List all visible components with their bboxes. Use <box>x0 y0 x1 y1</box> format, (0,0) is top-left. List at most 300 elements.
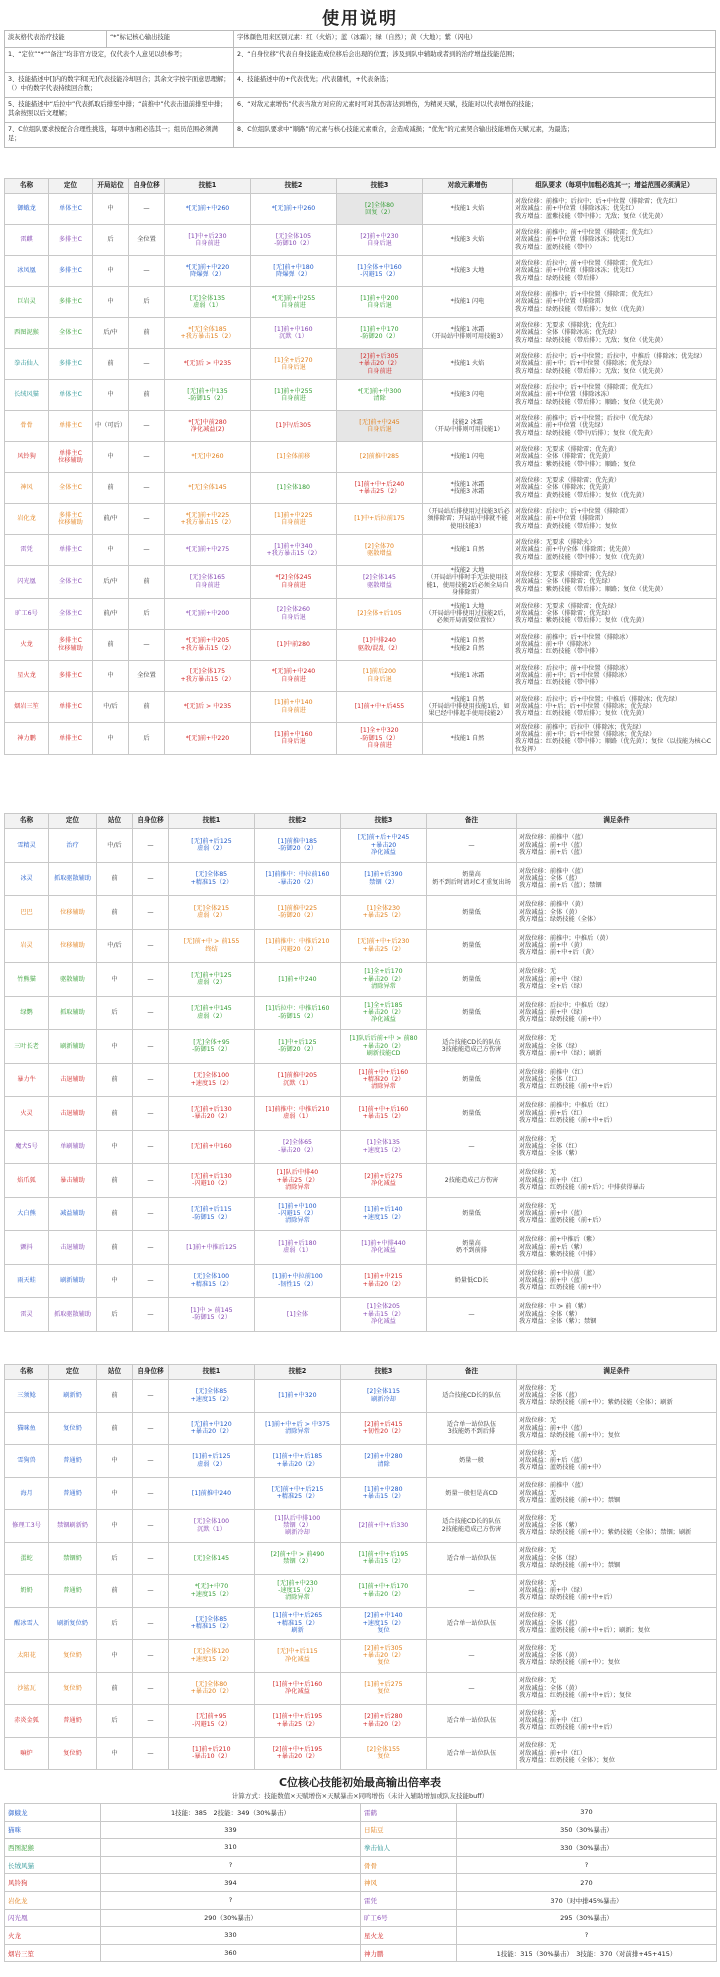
unit-role: 抓取驱散辅助 <box>49 1298 97 1332</box>
multiplier-value: ? <box>457 1927 717 1945</box>
unit-role: 全体主C <box>49 318 93 349</box>
skill-1: [无]前+后130 -暴击20（2） <box>169 1097 255 1131</box>
unit-name: 海月 <box>5 1477 49 1510</box>
skill-3: [1]前后200 自身后退 <box>337 660 423 691</box>
unit-position: 前 <box>97 1097 133 1131</box>
unit-role: 单排主C 位移辅助 <box>49 442 93 473</box>
table-row <box>5 1130 717 1164</box>
unit-role: 多排主C 位移辅助 <box>49 504 93 535</box>
unit-self-move: 全位置 <box>129 660 165 691</box>
team-requirement: 对敌位移：后拉中；后+中位置；中推后（排除冰；优先绿） 对敌减益：中+后；后+中位置（排除冰；优先绿） 我方增益：红奶技能（带后排）；复位（优先黄） <box>513 691 717 722</box>
unit-self-move: — <box>133 1097 169 1131</box>
table-row <box>5 1063 717 1097</box>
column-header: 名称 <box>5 179 49 194</box>
skill-3: [1]全+中320 -防御15（2） 自身前进 <box>337 722 423 755</box>
unit-name: 风铃狗 <box>5 442 49 473</box>
unit-self-move: 后 <box>129 722 165 755</box>
skill-3: [2]全体115 刷新冷却 <box>341 1380 427 1413</box>
table-row <box>5 1412 717 1445</box>
unit-role: 多排主C 位移辅助 <box>49 629 93 660</box>
skill-1: [无]前+中120 +暴击20（2） <box>169 1412 255 1445</box>
unit-name: 拳击仙人 <box>361 1839 457 1857</box>
table-row <box>5 862 717 896</box>
column-header: 自身位移 <box>133 814 169 829</box>
multiplier-value: 1技能：385 2技能：349（30%暴击） <box>101 1804 361 1822</box>
column-header: 满足条件 <box>517 814 717 829</box>
condition: 对敌位移：无 对敌减益：全体（蓝） 我方增益：绿奶技能（前+中）；紫奶技能（全体）；刷新 <box>517 1380 717 1413</box>
skill-1: [1]中+后230 自身前进 <box>165 225 251 256</box>
unit-name: 雪精灵 <box>5 829 49 863</box>
unit-role: 普通奶 <box>49 1477 97 1510</box>
intro-note: 1、“定位”“*”“备注”均非官方设定，仅代表个人意见以供参考； <box>5 48 234 73</box>
unit-name: 闪光凰 <box>5 1909 101 1927</box>
unit-position: 中 <box>93 660 129 691</box>
unit-name: 魔犬5号 <box>5 1130 49 1164</box>
intro-heal-note: 淡灰格代表治疗技能 <box>5 31 107 48</box>
skill-2: [1]前推中：中推后210 虚弱（1） <box>255 1097 341 1131</box>
condition: 对敌位移：前+中推后（紫） 对敌减益：前+后（紫） 我方增益：紫奶技能（中排） <box>517 1231 717 1265</box>
unit-name: 闪光凰 <box>5 566 49 599</box>
table-row <box>5 1891 717 1909</box>
skill-1: [无]前+中135 -防御15（2） <box>165 380 251 411</box>
multiplier-value: 310 <box>101 1839 361 1857</box>
skill-3: [2]前+后275 净化减益 <box>341 1164 427 1198</box>
remark: — <box>427 829 517 863</box>
unit-role: 单体主C <box>49 194 93 225</box>
multiplier-value: 370（对中排45%暴击） <box>457 1891 717 1909</box>
unit-position: 前 <box>93 473 129 504</box>
skill-1: [1]前推中240 <box>169 1477 255 1510</box>
condition: 对敌位移：前推中（蓝） 对敌减益：全体（蓝） 我方增益：前+后（蓝）；禁锢 <box>517 862 717 896</box>
team-requirement: 对敌位移：无要求（排除雷；优先绿） 对敌减益：全体（排除雷；优先绿） 我方增益：紫奶技能（带后排）；顺路；复位（优先黄） <box>513 566 717 599</box>
table-row <box>5 1030 717 1064</box>
skill-3: [1]前+中排440 净化减益 <box>341 1231 427 1265</box>
skill-2: [1]前+中160 沉默（1） <box>251 318 337 349</box>
skill-1: [无]全体145 <box>169 1542 255 1575</box>
skill-3: [无]前+后+中245 +暴击20 净化减益 <box>341 829 427 863</box>
unit-name: 修理工3号 <box>5 1510 49 1543</box>
skill-1: [1]中 > 前145 -防御15（2） <box>169 1298 255 1332</box>
unit-role: 刷新辅助 <box>49 1030 97 1064</box>
skill-3: [2]前+后415 +韧性20（2） <box>341 1412 427 1445</box>
skill-1: *[无]前+中225 +我方暴击15（2） <box>165 504 251 535</box>
skill-1: *[无]中前280 净化减益(2) <box>165 411 251 442</box>
skill-2: [1]全体前移 <box>251 442 337 473</box>
unit-role: 复位奶 <box>49 1412 97 1445</box>
skill-3: [1]前+后275 复位 <box>341 1672 427 1705</box>
multiplier-value: 330 <box>101 1927 361 1945</box>
skill-2: [1]前+中+后 > 中375 清除异常 <box>255 1412 341 1445</box>
table-row <box>5 1874 717 1892</box>
unit-self-move: — <box>133 1575 169 1608</box>
condition: 对敌位移：无 对敌减益：全体（红） 我方增益：全体（紫） <box>517 1130 717 1164</box>
table-row <box>5 287 717 318</box>
unit-name: 雪狗兽 <box>5 1445 49 1478</box>
skill-2: [1]前推中225 -防御20（2） <box>255 896 341 930</box>
table-row <box>5 194 717 225</box>
skill-3: [1]前+后390 禁锢（2） <box>341 862 427 896</box>
skill-1: [无]全体135 虚弱（1） <box>165 287 251 318</box>
skill-3: [1]前+中280 +暴击15（2） <box>341 1477 427 1510</box>
unit-name: 星火龙 <box>361 1927 457 1945</box>
multiplier-value: 290（30%暴击） <box>101 1909 361 1927</box>
skill-1: [无]全体85 +精准15（2） <box>169 862 255 896</box>
remark: 2技能造成己方伤害 <box>427 1164 517 1198</box>
skill-2: [1]前+中320 <box>255 1380 341 1413</box>
remark: 奶量高 奶不到后时请对C才重复出场 <box>427 862 517 896</box>
unit-self-move: — <box>129 442 165 473</box>
table-row <box>5 691 717 722</box>
team-requirement: 对敌位移：无要求（排除雷；优先绿） 对敌减益：全体（排除雷；优先绿） 我方增益：紫奶技能（带后排）；复位（优先黄） <box>513 598 717 629</box>
intro-note: 5、技能描述中“后拉中”代表抓取后排至中排；“前推中”代表击退前排至中排；其余按照以后文理解； <box>5 98 234 123</box>
skill-1: [1]前+中推后125 <box>169 1231 255 1265</box>
multiplier-value: 350（30%暴击） <box>457 1821 717 1839</box>
column-header: 对敌元素增伤 <box>423 179 513 194</box>
skill-2: [2]前+中 > 前490 禁锢（2） <box>255 1542 341 1575</box>
skill-3: [2]全体80 回复（2） <box>337 194 423 225</box>
multiplier-value: 370 <box>457 1804 717 1822</box>
skill-3: [无]前+中+后230 +暴击25（2） <box>341 929 427 963</box>
skill-2: [2]前+中+后195 +暴击20（2） <box>255 1737 341 1770</box>
unit-position: 前 <box>97 1575 133 1608</box>
skill-1: [无]前+中145 虚弱（2） <box>169 996 255 1030</box>
unit-role: 单排主C <box>49 691 93 722</box>
table-row <box>5 225 717 256</box>
condition: 对敌位移：无 对敌减益：全体（黄） 我方增益：绿奶技能（前+中）；复位 <box>517 1640 717 1673</box>
skill-1: *[无]前+中260 <box>165 194 251 225</box>
skill-3: [2]前+后305 +暴击20（2） 自身前进 <box>337 349 423 380</box>
column-header: 定位 <box>49 1365 97 1380</box>
multiplier-table <box>4 1803 717 1962</box>
table-row <box>5 896 717 930</box>
remark: 适合技能CD长的队伍 2技能能造成己方伤害 <box>427 1510 517 1543</box>
skill-1: [无]前+后125 虚弱（2） <box>169 829 255 863</box>
remark: 适合技能CD长的队伍 3技能能造成己方伤害 <box>427 1030 517 1064</box>
intro-note: 2、“自身位移”代表自身技能造成位移后会出现的位置；涉及到队中辅助或者到的治疗增益技能范围； <box>234 48 716 73</box>
table-row <box>5 996 717 1030</box>
skill-3: [1]全体205 +暴击15（2） 净化减益 <box>341 1298 427 1332</box>
unit-self-move: — <box>129 194 165 225</box>
column-header: 技能2 <box>255 1365 341 1380</box>
unit-name: 奶奶 <box>5 1575 49 1608</box>
unit-self-move: — <box>133 963 169 997</box>
column-header: 满足条件 <box>517 1365 717 1380</box>
unit-role: 击退辅助 <box>49 1063 97 1097</box>
skill-3: [1]全体135 +速度15（2） <box>341 1130 427 1164</box>
unit-position: 前 <box>97 1063 133 1097</box>
skill-2: [1]前推中：中推后210 -闪避20（2） <box>255 929 341 963</box>
unit-role: 减益辅助 <box>49 1197 97 1231</box>
table-row <box>5 1839 717 1857</box>
skill-3: [1]前+中+后240 +暴击25（2） <box>337 473 423 504</box>
skill-1: *[无]后 > 中235 <box>165 349 251 380</box>
unit-position: 中 <box>93 287 129 318</box>
unit-name: 神风 <box>5 473 49 504</box>
unit-self-move: — <box>133 1412 169 1445</box>
unit-position: 中 <box>93 256 129 287</box>
unit-self-move: — <box>133 1030 169 1064</box>
column-header: 技能3 <box>341 1365 427 1380</box>
table-row <box>5 349 717 380</box>
table-row <box>5 1542 717 1575</box>
unit-role: 禁锢奶 <box>49 1542 97 1575</box>
table-row <box>5 1672 717 1705</box>
unit-name: 骨骨 <box>5 411 49 442</box>
remark: 适合单一站位队伍 <box>427 1705 517 1738</box>
team-requirement: 对敌位移：前推中；后+中位置；后拉中（优先绿） 对敌减益：前+中位置（优先绿） 我方增益：绿奶技能（带中/后排）；复位（优先黄） <box>513 411 717 442</box>
team-requirement: 对敌位移：无要求（排除雷；优先黄） 对敌减益：全体（排除冰；优先黄） 我方增益：黄奶技能（带后排）；复位（优先黄） <box>513 473 717 504</box>
unit-self-move: — <box>133 1130 169 1164</box>
unit-name: 竹熊猫 <box>5 963 49 997</box>
column-header: 开局站位 <box>93 179 129 194</box>
skill-2: [1]前+中100 -闪避15（2） 清除异常 <box>255 1197 341 1231</box>
unit-name: 三叶长老 <box>5 1030 49 1064</box>
element-bonus: （开局站后排使用过技能3后必须排除雷；开局站中排就不能使用技能3） <box>423 504 513 535</box>
unit-position: 中 <box>97 1737 133 1770</box>
skill-2: [1]前推中：中拉前160 -暴击20（2） <box>255 862 341 896</box>
skill-3: [1]前+中+后170 +暴击20（2） <box>341 1575 427 1608</box>
unit-position: 中 <box>97 963 133 997</box>
remark: — <box>427 1672 517 1705</box>
skill-2: [1]前+中拉前100 -韧性15（2） <box>255 1264 341 1298</box>
skill-2: [1]前推中185 -防御20（2） <box>255 829 341 863</box>
element-bonus: *技能3 大地 <box>423 256 513 287</box>
skill-2: [1]前推中205 沉默（1） <box>255 1063 341 1097</box>
unit-name: 拳击仙人 <box>5 349 49 380</box>
element-bonus: *技能1 闪电 <box>423 442 513 473</box>
column-header: 技能1 <box>169 814 255 829</box>
skill-1: *[无]后 > 中235 <box>165 691 251 722</box>
skill-3: [无]前+中245 自身后退 <box>337 411 423 442</box>
team-requirement: 对敌位移：后拉中；前+中位置（排除雷；优先红） 对敌减益：前+中位置（排除冰冻；优先红） 我方增益：绿奶技能（带后排） <box>513 256 717 287</box>
table-row <box>5 1821 717 1839</box>
skill-3: [1]全体+中160 -闪避15（2） <box>337 256 423 287</box>
unit-name: 火灵 <box>5 1097 49 1131</box>
unit-name: 御蛾龙 <box>5 194 49 225</box>
skill-2: [2]全体260 自身后退 <box>251 598 337 629</box>
condition: 对敌位移：后拉中；中推后（绿） 对敌减益：前+中（绿） 我方增益：绿奶技能（前+中） <box>517 996 717 1030</box>
skill-1: [无]全体80 +暴击20（2） <box>169 1672 255 1705</box>
unit-self-move: 前 <box>129 318 165 349</box>
remark: 奶量一般 <box>427 1445 517 1478</box>
skill-2: [1]前+中225 自身前进 <box>251 504 337 535</box>
unit-role: 全体主C <box>49 598 93 629</box>
condition: 对敌位移：中 > 前（紫） 对敌减益：全体（紫） 我方增益：全体（紫）；禁锢 <box>517 1298 717 1332</box>
unit-self-move: — <box>133 1510 169 1543</box>
team-requirement: 对敌位移：后拉中；后+中位置；后拉中，中推后（排除冰；优先绿） 对敌减益：前+中；后+中位置（排除冰；优先绿） 我方增益：绿奶技能（带后排）；无敌；复位（优先黄） <box>513 349 717 380</box>
unit-name: 长绒风猫 <box>5 380 49 411</box>
skill-2: [1]前+中340 +我方暴击15（2） <box>251 535 337 566</box>
unit-role: 普通奶 <box>49 1445 97 1478</box>
condition: 对敌位移：无 对敌减益：全体（绿） 我方增益：绿奶技能（前+中）；禁锢 <box>517 1542 717 1575</box>
skill-2: [1]中前280 <box>251 629 337 660</box>
multiplier-value: ? <box>457 1856 717 1874</box>
unit-self-move: — <box>133 1607 169 1640</box>
unit-role: 刷新复位奶 <box>49 1607 97 1640</box>
skill-3: [1]全+后185 +暴击20（2） 净化减益 <box>341 996 427 1030</box>
unit-role: 单排主C <box>49 722 93 755</box>
unit-name: 风铃狗 <box>5 1874 101 1892</box>
unit-self-move: 前 <box>129 691 165 722</box>
element-bonus: *技能3 火焰 <box>423 225 513 256</box>
skill-3: [1]前+中215 +暴击20（2） <box>341 1264 427 1298</box>
unit-name: 三须鲶 <box>5 1380 49 1413</box>
element-bonus: *技能2 大地 （开局站中排时手无法使用技能1，使用技能2后必须全局自身排除雷） <box>423 566 513 599</box>
skill-1: *[无]前+中205 +我方暴击15（2） <box>165 629 251 660</box>
element-bonus: *技能1 冰霜 （开局站中排则可用技能3） <box>423 318 513 349</box>
skill-2: [1]全+后270 自身后退 <box>251 349 337 380</box>
unit-name: 绿鹦 <box>5 996 49 1030</box>
unit-name: 神力鹏 <box>5 722 49 755</box>
skill-3: [2]前+中280 清除 <box>341 1445 427 1478</box>
unit-self-move: — <box>133 1477 169 1510</box>
unit-name: 骨骨 <box>361 1856 457 1874</box>
skill-1: *[无]前+中275 <box>165 535 251 566</box>
unit-name: 焰爪狐 <box>5 1164 49 1198</box>
unit-role: 刷新辅助 <box>49 1264 97 1298</box>
unit-self-move: 前 <box>129 566 165 599</box>
table-row <box>5 929 717 963</box>
skill-2: [1]全体180 <box>251 473 337 504</box>
unit-self-move: — <box>129 629 165 660</box>
column-header: 定位 <box>49 179 93 194</box>
skill-2: [无]中+后115 净化减益 <box>255 1640 341 1673</box>
remark: 奶量低 <box>427 963 517 997</box>
column-header: 技能1 <box>165 179 251 194</box>
unit-position: 中 <box>97 1030 133 1064</box>
skill-2: [1]前+中+后265 +精准15（2） 刷新 <box>255 1607 341 1640</box>
skill-3: [1]中排240 驱散/混乱（2） <box>337 629 423 660</box>
skill-3: [2]全体+后105 <box>337 598 423 629</box>
element-bonus: *技能1 冰霜 <box>423 660 513 691</box>
skill-2: [1]队后中排100 禁锢（2） 刷新冷却 <box>255 1510 341 1543</box>
unit-position: 后/中 <box>93 566 129 599</box>
remark: 适合技能CD长的队伍 <box>427 1380 517 1413</box>
table-row <box>5 1298 717 1332</box>
table-row <box>5 411 717 442</box>
condition: 对敌位移：无 对敌减益：前+中（蓝） 我方增益：绿奶技能（前+中）；复位 <box>517 1412 717 1445</box>
unit-name: 赤炎金狐 <box>5 1705 49 1738</box>
skill-1: [无]全体100 沉默（1） <box>169 1510 255 1543</box>
skill-1: *[无]全体145 <box>165 473 251 504</box>
skill-2: [1]前+后180 虚弱（1） <box>255 1231 341 1265</box>
multiplier-value: ? <box>101 1891 361 1909</box>
unit-position: 前 <box>97 1672 133 1705</box>
table-row <box>5 1705 717 1738</box>
unit-name: 长绒风猫 <box>5 1856 101 1874</box>
skill-2: [1]后拉中：中推后160 -防御15（2） <box>255 996 341 1030</box>
unit-self-move: — <box>133 1264 169 1298</box>
unit-role: 位移辅助 <box>49 896 97 930</box>
remark: — <box>427 1640 517 1673</box>
table-row <box>5 1477 717 1510</box>
team-requirement: 对敌位移：后拉中；后+中位置（排除雷；优先红） 对敌减益：前+中位置（排除冰冻） 我方增益：绿奶技能（带后排）；顺路；复位（优先黄） <box>513 380 717 411</box>
unit-position: 前 <box>97 1231 133 1265</box>
skill-2: [1]中/后305 <box>251 411 337 442</box>
table-row <box>5 1927 717 1945</box>
table-row <box>5 1737 717 1770</box>
table-row <box>5 963 717 997</box>
unit-role: 复位奶 <box>49 1672 97 1705</box>
table-row <box>5 535 717 566</box>
unit-role: 暴击辅助 <box>49 1164 97 1198</box>
skill-2: [无]前+中+后215 +精准25（2） <box>255 1477 341 1510</box>
condition: 对敌位移：无 对敌减益：全体（绿） 我方增益：前+中（绿）；刷新 <box>517 1030 717 1064</box>
table-row <box>5 629 717 660</box>
element-bonus: *技能1 冰霜 *技能3 冰霜 <box>423 473 513 504</box>
unit-name: 巴巴 <box>5 896 49 930</box>
unit-name: 神力鹏 <box>361 1944 457 1962</box>
table-row <box>5 1640 717 1673</box>
intro-color-note: 字体颜色用来区别元素：红（火焰）；蓝（冰霜）；绿（自然）；黄（大地）；紫（闪电） <box>234 31 716 48</box>
remark: 奶量低CD长 <box>427 1264 517 1298</box>
condition: 对敌位移：无 对敌减益：前+中（绿） 我方增益：全+后（绿） <box>517 963 717 997</box>
unit-role: 位移辅助 <box>49 929 97 963</box>
skill-2: [1]中+后125 -防御20（2） <box>255 1030 341 1064</box>
unit-name: 岩化龙 <box>5 1891 101 1909</box>
unit-name: 雷灵 <box>5 1298 49 1332</box>
table-row <box>5 1097 717 1131</box>
unit-name: 西图泥猴 <box>5 1839 101 1857</box>
unit-position: 中 <box>93 535 129 566</box>
skill-3: [2]前+后305 +暴击20（2） 复位 <box>341 1640 427 1673</box>
unit-self-move: — <box>133 1197 169 1231</box>
unit-self-move: — <box>133 929 169 963</box>
skill-1: *[无]中260 <box>165 442 251 473</box>
condition: 对敌位移：前+中拉前（蓝） 对敌减益：前+中（蓝） 我方增益：红奶技能（前+中） <box>517 1264 717 1298</box>
unit-name: 巨岩灵 <box>5 287 49 318</box>
multiplier-title: C位核心技能初始最高输出倍率表 <box>278 1776 442 1789</box>
column-header: 备注 <box>427 1365 517 1380</box>
team-requirement: 对敌位移：前推中；后+中位置（排除冰） 对敌减益：前+中（排除冰） 我方增益：红奶技能（带中排） <box>513 629 717 660</box>
element-bonus: *技能1 大地 （开局站中排使用过技能2后，必须开局需要位置位） <box>423 598 513 629</box>
team-requirement: 对敌位移：后拉中；后+中位置（排除雷） 对敌减益：前+中位置（排除雷） 我方增益：黄奶技能（带后排）；复位 <box>513 504 717 535</box>
intro-notes <box>4 30 716 148</box>
skill-1: *[无]+中70 +速度15（2） <box>169 1575 255 1608</box>
skill-2: [1]全体 <box>255 1298 341 1332</box>
skill-3: [1]前+后140 +速度15（2） <box>341 1197 427 1231</box>
unit-position: 后 <box>97 996 133 1030</box>
remark: 奶量低 <box>427 996 517 1030</box>
team-requirement: 对敌位移：前推中；后拉中（排除冰；优先绿） 对敌减益：前+中；后+中位置（排除冰；优先绿） 我方增益：红奶技能（带中排）；顺路（优先黄）；复位（以技能为核心C位发挥） <box>513 722 717 755</box>
intro-note: 8、C位组队要求中“顺路”的元素与核心技能元素重合，会造成减损；“优先”的元素契合输出技能增伤天赋元素，为最选； <box>234 123 716 148</box>
unit-self-move: — <box>133 996 169 1030</box>
table-row <box>5 1197 717 1231</box>
table-row <box>5 1510 717 1543</box>
unit-role: 抓取辅助 <box>49 996 97 1030</box>
skill-3: [1]前+中+后455 <box>337 691 423 722</box>
condition: 对敌位移：无 对敌减益：前+中（红） 我方增益：红奶技能（前+后）；中排获得暴击 <box>517 1164 717 1198</box>
table-row <box>5 442 717 473</box>
unit-position: 中 <box>93 380 129 411</box>
unit-role: 击退辅助 <box>49 1097 97 1131</box>
skill-2: [1]前+中240 <box>255 963 341 997</box>
unit-self-move: — <box>133 1705 169 1738</box>
skill-3: [2]前+后280 +暴击20（2） <box>341 1705 427 1738</box>
element-bonus: *技能1 自然 <box>423 722 513 755</box>
unit-position: 前 <box>93 349 129 380</box>
unit-position: 前/中 <box>93 598 129 629</box>
unit-self-move: — <box>133 862 169 896</box>
table-row <box>5 1164 717 1198</box>
table-row <box>5 566 717 599</box>
remark: 适合单一站位队伍 <box>427 1542 517 1575</box>
column-header: 站位 <box>97 814 133 829</box>
table-row <box>5 380 717 411</box>
unit-name: 火龙 <box>5 629 49 660</box>
table-row <box>5 1575 717 1608</box>
remark: 奶量低 <box>427 1197 517 1231</box>
